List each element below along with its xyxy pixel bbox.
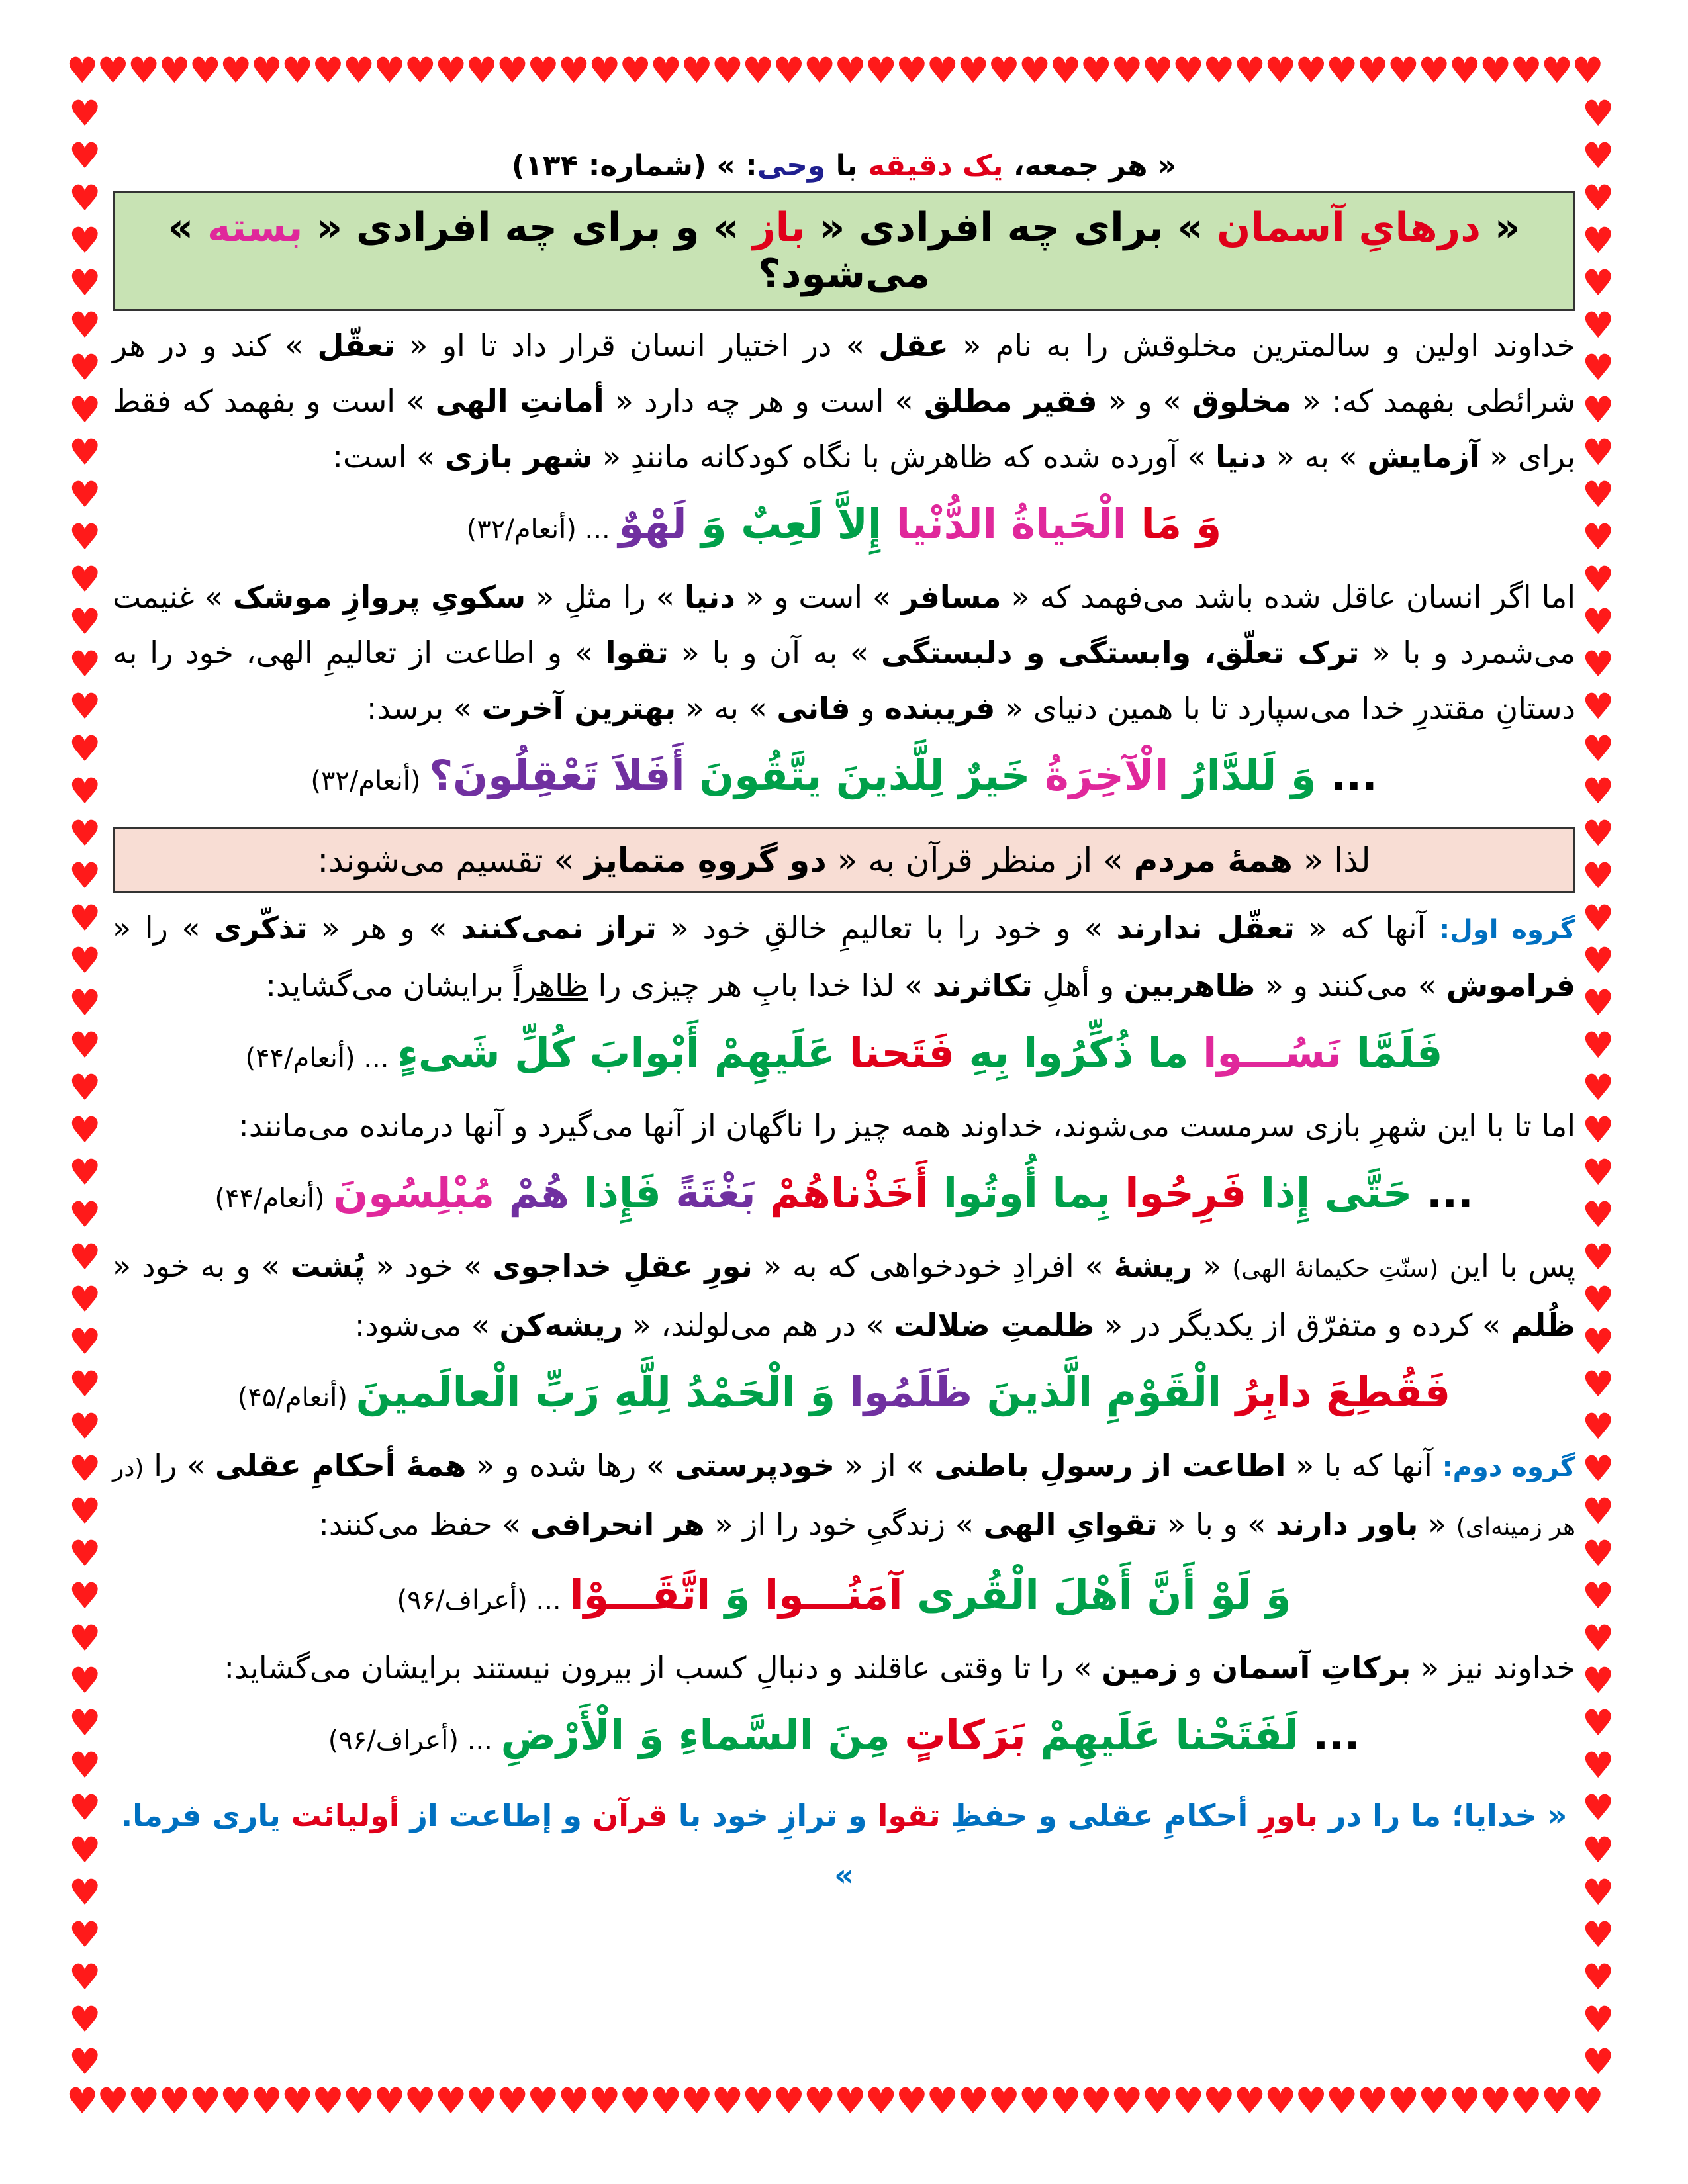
verse-part: مِنَ السَّماءِ وَ الْأَرْضِ	[500, 1711, 890, 1759]
title-open: باز	[753, 205, 806, 251]
verse-part: حَتَّی إِذا	[1246, 1169, 1413, 1217]
text: » و اطاعت از تعالیمِ الهی، خود را به دستانِ مقتدرِ خدا می‌سپارد تا با همین دنیای «	[113, 635, 1575, 726]
verse-part: فَتَحنا	[835, 1028, 955, 1077]
text: و	[1178, 1650, 1212, 1686]
emph: مسافر	[901, 579, 1002, 615]
emph: مخلوق	[1192, 383, 1292, 419]
emph: تراز نمی‌کنند	[461, 910, 657, 946]
intro-box	[113, 827, 1575, 893]
verse-part: نَسُـــوا	[1188, 1028, 1342, 1077]
text: أحکامِ عقلی و حفظِ	[940, 1797, 1259, 1833]
closing-prayer	[113, 1786, 1575, 1905]
text: «	[1418, 1506, 1456, 1542]
verse-anam-32a	[113, 484, 1575, 569]
emph: تکاثرند	[932, 968, 1033, 1003]
text: » است و بفهمد که فقط برای «	[113, 383, 1575, 475]
text: » برسد:	[366, 690, 482, 726]
paragraph-1	[113, 318, 1575, 484]
text: و أهلِ	[1032, 968, 1124, 1003]
emph: برکاتِ آسمان	[1211, 1650, 1411, 1686]
page-header	[113, 149, 1575, 183]
text: » و خود را با تعالیمِ خالقِ خود «	[656, 910, 1117, 946]
text: » و به خود «	[113, 1248, 291, 1284]
emph: ظاهربین	[1123, 968, 1256, 1003]
text: برایشان می‌گشاید:	[265, 968, 514, 1003]
verse-reference: ... (أعراف/۹۶)	[328, 1725, 501, 1756]
verse-part: بَرَکاتٍ	[890, 1711, 1026, 1759]
text: » از منظر قرآن به «	[826, 841, 1134, 880]
text: خداوند اولین و سالمترین مخلوقش را به نام «	[948, 328, 1575, 363]
group-1-paragraph	[113, 900, 1575, 1013]
emph: خودپرستی	[674, 1447, 835, 1483]
verse-anam-44b	[113, 1154, 1575, 1238]
text: » می‌کنند و «	[1255, 968, 1446, 1003]
emph: فقیر مطلق	[923, 383, 1098, 419]
verse-reference: ... (أنعام/۳۲)	[466, 514, 619, 545]
emph: فراموش	[1446, 968, 1575, 1003]
emph: بهترین آخرت	[481, 690, 677, 726]
text: » کرده و متفرّق از یکدیگر در «	[1094, 1307, 1511, 1343]
verse-part: ظَلَمُوا	[835, 1368, 973, 1416]
verse-part: وَ لَلدَّارُ	[1168, 751, 1317, 799]
emph: همهٔ أحکامِ عقلی	[214, 1447, 467, 1483]
verse-anam-45	[113, 1353, 1575, 1437]
text-small: (سنّتِ حکیمانهٔ الهی)	[1232, 1255, 1439, 1283]
verse-part: الْقَوْمِ الَّذینَ	[972, 1368, 1222, 1416]
emph: باورِ	[1258, 1797, 1318, 1833]
verse-reference: ... (أعراف/۹۶)	[397, 1585, 570, 1615]
text: » رها شده و «	[466, 1447, 675, 1483]
text: پس با این	[1438, 1248, 1575, 1284]
verse-anam-32b	[113, 736, 1575, 821]
paragraph-2	[113, 569, 1575, 736]
text: و ترازِ خود با	[667, 1797, 878, 1833]
verse-reference: (أنعام/۴۴)	[214, 1183, 334, 1214]
text: » را تا وقتی عاقلند و دنبالِ کسب از بیرون نیستند برایشان می‌گشاید:	[224, 1650, 1102, 1686]
verse-reference: (أنعام/۴۵)	[237, 1383, 356, 1413]
verse-part: وَ مَا	[1126, 500, 1222, 548]
emph: ظلمتِ ضلالت	[894, 1307, 1095, 1343]
title-box	[113, 191, 1575, 311]
verse-part: ...	[1316, 751, 1378, 799]
verse-part: إِلاَّ لَعِبٌ وَ	[686, 500, 882, 548]
title-part: » و برای چه افرادی «	[303, 205, 753, 251]
title-part: «	[1481, 205, 1521, 251]
verse-part: فَلَمَّا	[1342, 1028, 1443, 1077]
emph: دنیا	[1215, 439, 1267, 475]
heart-border-bottom: ♥♥♥♥♥♥♥♥♥♥♥♥♥♥♥♥♥♥♥♥♥♥♥♥♥♥♥♥♥♥♥♥♥♥♥♥♥♥♥♥♥♥♥♥♥♥♥♥♥♥	[66, 2083, 1603, 2122]
text: » به «	[676, 690, 777, 726]
text: اما اگر انسان عاقل شده باشد می‌فهمد که «	[1001, 579, 1576, 615]
text: » را «	[113, 910, 214, 946]
emph: تقوا	[877, 1797, 941, 1833]
emph: باور دارند	[1276, 1506, 1419, 1542]
title-closed: بسته	[207, 205, 303, 251]
verse-part: أَفَلاَ تَعْقِلُونَ؟	[429, 751, 685, 799]
text: » را مثلِ «	[526, 579, 684, 615]
verse-anam-44a	[113, 1013, 1575, 1098]
emph: عقل	[878, 328, 949, 363]
text: » آورده شده که ظاهرش با نگاه کودکانه مانندِ «	[592, 439, 1216, 475]
emph: سکویِ پروازِ موشک	[232, 579, 526, 615]
emph: تعقّل	[317, 328, 395, 363]
emph: تقوا	[605, 635, 669, 670]
emph: اطاعت از رسولِ باطنی	[934, 1447, 1286, 1483]
emph: فریبنده	[884, 690, 996, 726]
title-part: » می‌شود؟	[167, 205, 931, 297]
text: » زندگیِ خود را از «	[704, 1506, 984, 1542]
verse-part: أَخَذْناهُمْ	[755, 1169, 929, 1217]
verse-part: هُمْ	[494, 1169, 570, 1217]
heart-border-left: ♥♥♥♥♥♥♥♥♥♥♥♥♥♥♥♥♥♥♥♥♥♥♥♥♥♥♥♥♥♥♥♥♥♥♥♥♥♥♥♥♥♥♥♥♥♥♥	[69, 93, 100, 2083]
text: » را	[144, 1447, 215, 1483]
text: و	[850, 690, 885, 726]
emph: ترک تعلّق، وابستگی و دلبستگی	[880, 635, 1360, 670]
verse-part: بِما أُوتُوا	[929, 1169, 1111, 1217]
title-doors: درهایِ آسمان	[1217, 205, 1481, 251]
verse-part: مُبْلِسُونَ	[333, 1169, 495, 1217]
text: » به «	[1266, 439, 1368, 475]
emph: دو گروهِ متمایز	[584, 841, 827, 880]
verse-part: بَغْتَةً	[661, 1169, 756, 1217]
verse-part: عَلَیهِمْ أَبْوابَ کُلِّ شَیءٍ	[397, 1028, 835, 1077]
emph: نورِ عقلِ خداجوی	[492, 1248, 753, 1284]
emph: ریشهٔ	[1113, 1248, 1193, 1284]
emph: أمانتِ الهی	[435, 383, 604, 419]
verse-araf-96a	[113, 1555, 1575, 1640]
text: » است:	[332, 439, 445, 475]
verse-part: وَ	[710, 1570, 751, 1619]
verse-part: الْآخِرَةُ	[1030, 751, 1169, 799]
text: » در هم می‌لولند، «	[623, 1307, 894, 1343]
verse-part: لَفَتَحْنا عَلَیهِمْ	[1025, 1711, 1299, 1759]
emph: قرآن	[592, 1797, 668, 1833]
emph: زمین	[1102, 1650, 1178, 1686]
header-with: با	[825, 149, 868, 183]
text: » است و هر چه دارد «	[604, 383, 924, 419]
header-prefix: « هر جمعه،	[1003, 149, 1177, 183]
title-part: » برای چه افرادی «	[805, 205, 1217, 251]
verse-part: اتَّقَـــوْا	[569, 1570, 711, 1619]
verse-araf-96b	[113, 1696, 1575, 1780]
verse-part: ما ذُکِّرُوا بِهِ	[954, 1028, 1189, 1077]
verse-part: فَرِحُوا	[1110, 1169, 1247, 1217]
paragraph-4	[113, 1238, 1575, 1353]
group-2-label: گروه دوم:	[1442, 1452, 1576, 1482]
text: » است و «	[735, 579, 902, 615]
group-2-paragraph	[113, 1437, 1575, 1555]
text: لذا «	[1292, 841, 1371, 880]
text: » خود «	[365, 1248, 493, 1284]
emph: ظُلم	[1510, 1307, 1575, 1343]
text: » افرادِ خودخواهی که به «	[752, 1248, 1114, 1284]
emph: آزمایش	[1367, 439, 1480, 475]
emph: ریشه‌کن	[499, 1307, 624, 1343]
text: « خدایا؛ ما را در	[1317, 1797, 1568, 1833]
text: » لذا خدا بابِ هر چیزی را	[588, 968, 933, 1003]
verse-part: الْحَیاةُ الدُّنْیا	[882, 500, 1127, 548]
text: » می‌شود:	[354, 1307, 500, 1343]
text: » و هر «	[307, 910, 461, 946]
text: یاری فرما. »	[120, 1797, 854, 1893]
text: «	[1192, 1248, 1233, 1284]
underlined-text: ظاهراً	[513, 968, 588, 1003]
emph: شهر بازی	[444, 439, 593, 475]
verse-part: آمَنُـــوا	[750, 1570, 903, 1619]
heart-border-top: ♥♥♥♥♥♥♥♥♥♥♥♥♥♥♥♥♥♥♥♥♥♥♥♥♥♥♥♥♥♥♥♥♥♥♥♥♥♥♥♥♥♥♥♥♥♥♥♥♥♥	[66, 53, 1603, 91]
emph: أولیائت	[291, 1797, 400, 1833]
emph: پُشت	[290, 1248, 365, 1284]
text: آنها که با «	[1286, 1447, 1442, 1483]
verse-reference: ... (أنعام/۴۴)	[245, 1043, 398, 1073]
text-small: (در هر زمینه‌ای)	[113, 1455, 1575, 1541]
text: و إطاعت از	[399, 1797, 592, 1833]
verse-part: ...	[1299, 1711, 1360, 1759]
header-suffix: : » (شماره: ۱۳۴)	[511, 149, 757, 183]
emph: دنیا	[684, 579, 735, 615]
text: » کند و در هر شرائطی بفهمد که: «	[113, 328, 1575, 419]
paragraph-3: اما تا با این شهرِ بازی سرمست می‌شوند، خداوند همه چیز را ناگهان از آنها می‌گیرد و آنها درمانده می‌مانند:	[238, 1108, 1575, 1144]
emph: هر انحرافی	[530, 1506, 705, 1542]
verse-part: خَیرٌ لِلَّذینَ یتَّقُونَ	[684, 751, 1031, 799]
text: » تقسیم می‌شوند:	[317, 841, 585, 880]
header-vahy: وحی	[757, 149, 826, 183]
verse-reference: (أنعام/۳۲)	[310, 766, 430, 796]
paragraph-5	[113, 1640, 1575, 1696]
text: » حفظ می‌کنند:	[318, 1506, 531, 1542]
verse-part: فَإِذا	[569, 1169, 661, 1217]
emph: تعقّل ندارند	[1116, 910, 1295, 946]
verse-part: فَقُطِعَ دابِرُ	[1221, 1368, 1451, 1416]
text: خداوند نیز «	[1411, 1650, 1575, 1686]
heart-border-right: ♥♥♥♥♥♥♥♥♥♥♥♥♥♥♥♥♥♥♥♥♥♥♥♥♥♥♥♥♥♥♥♥♥♥♥♥♥♥♥♥♥♥♥♥♥♥♥	[1582, 93, 1613, 2083]
verse-part: لَهْوٌ	[618, 500, 687, 548]
text: » و «	[1097, 383, 1192, 419]
document-body	[113, 149, 1575, 1905]
emph: تقوایِ الهی	[983, 1506, 1158, 1542]
text: » از «	[835, 1447, 935, 1483]
text: » و با «	[1157, 1506, 1276, 1542]
text: » غنیمت می‌شمرد و با «	[113, 579, 1575, 670]
group-1-label: گروه اول:	[1439, 915, 1575, 945]
text: » به آن و با «	[668, 635, 881, 670]
emph: تذکّری	[214, 910, 308, 946]
text: آنها که «	[1294, 910, 1440, 946]
emph: فانی	[776, 690, 851, 726]
text: » در اختیار انسان قرار داد تا او «	[395, 328, 879, 363]
verse-part: وَ الْحَمْدُ لِلَّهِ رَبِّ الْعالَمینَ	[355, 1368, 836, 1416]
emph: همهٔ مردم	[1133, 841, 1293, 880]
verse-part: وَ لَوْ أَنَّ أَهْلَ الْقُری	[902, 1570, 1291, 1619]
header-one-minute: یک دقیقه	[867, 149, 1004, 183]
verse-part: ...	[1412, 1169, 1474, 1217]
